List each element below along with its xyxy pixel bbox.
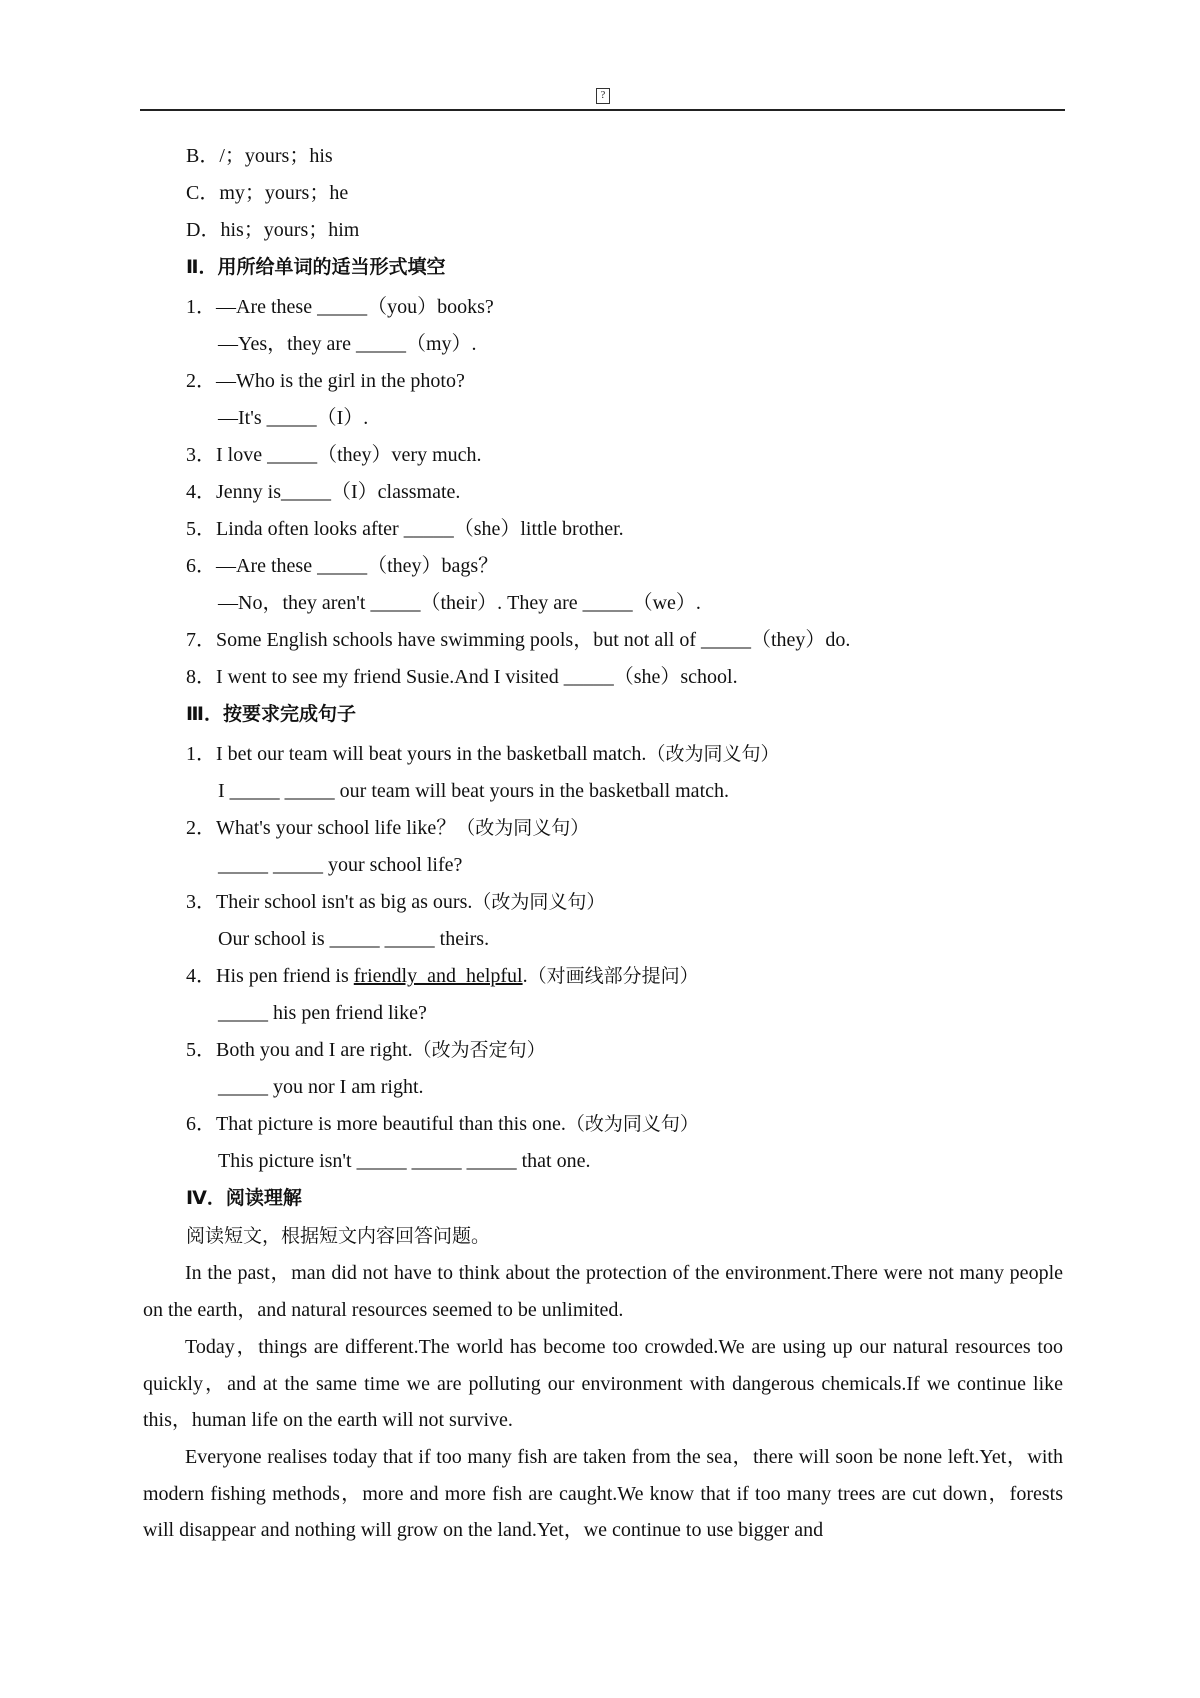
exercise-line: —It's _____（I）. xyxy=(218,407,369,429)
exercise-line: 2．—Who is the girl in the photo? xyxy=(186,370,465,392)
section-4-title: Ⅳ．阅读理解 xyxy=(186,1187,302,1209)
question-note: （改为同义句） xyxy=(456,817,590,839)
question-suffix: . xyxy=(522,965,528,987)
option-b: B．/；yours；his xyxy=(186,145,333,167)
question-note: （改为同义句） xyxy=(646,743,780,765)
exercise-line: 4．Jenny is_____（I）classmate. xyxy=(186,481,461,503)
question-note: （改为否定句） xyxy=(412,1039,546,1061)
rewrite-answer: _____ you nor I am right. xyxy=(218,1076,424,1098)
question-text: 6．That picture is more beautiful than this one. xyxy=(186,1113,566,1135)
question-note: （对画线部分提问） xyxy=(527,965,699,987)
question-text: 3．Their school isn't as big as ours. xyxy=(186,891,473,913)
rewrite-question xyxy=(186,741,779,767)
header-mark: ? xyxy=(596,88,610,104)
header-rule xyxy=(140,109,1065,111)
exercise-line: 8．I went to see my friend Susie.And I visited _____（she）school. xyxy=(186,666,738,688)
rewrite-question xyxy=(186,1037,546,1063)
exercise-line: 1．—Are these _____（you）books? xyxy=(186,296,494,318)
exercise-line: 5．Linda often looks after _____（she）little brother. xyxy=(186,518,624,540)
reading-paragraph: Everyone realises today that if too many fish are taken from the sea，there will soon be none left.Yet，with modern fishing methods，more and more fish are caught.We know that if too many trees are cut down，forests will disappear and nothing will grow on the land.Yet，we continue to use bigger and xyxy=(143,1446,1063,1541)
rewrite-question xyxy=(186,889,605,915)
rewrite-answer: _____ his pen friend like? xyxy=(218,1002,427,1024)
question-text: 1．I bet our team will beat yours in the basketball match. xyxy=(186,743,647,765)
exercise-line: —Yes，they are _____（my）. xyxy=(218,333,477,355)
section-2-title: Ⅱ．用所给单词的适当形式填空 xyxy=(186,256,446,278)
underlined-phrase: friendly_and_helpful xyxy=(353,965,523,987)
option-c: C．my；yours；he xyxy=(186,182,349,204)
question-text: 5．Both you and I are right. xyxy=(186,1039,413,1061)
question-text: 4．His pen friend is xyxy=(186,965,354,987)
exercise-line: 3．I love _____（they）very much. xyxy=(186,444,482,466)
question-note: （改为同义句） xyxy=(472,891,606,913)
option-d: D．his；yours；him xyxy=(186,219,360,241)
question-note: （改为同义句） xyxy=(565,1113,699,1135)
reading-paragraph: Today，things are different.The world has become too crowded.We are using up our natural resources too quickly，and at the same time we are polluting our environment with dangerous chemicals.If we continue like this，human life on the earth will not survive. xyxy=(143,1336,1063,1431)
rewrite-answer: I _____ _____ our team will beat yours in the basketball match. xyxy=(218,780,729,802)
reading-paragraph: In the past，man did not have to think about the protection of the environment.There were not many people on the earth，and natural resources seemed to be unlimited. xyxy=(143,1262,1063,1321)
rewrite-question xyxy=(186,963,699,989)
rewrite-answer: This picture isn't _____ _____ _____ that one. xyxy=(218,1150,591,1172)
rewrite-answer: _____ _____ your school life? xyxy=(218,854,463,876)
exercise-line: 7．Some English schools have swimming pools，but not all of _____（they）do. xyxy=(186,629,851,651)
exercise-line: 6．—Are these _____（they）bags？ xyxy=(186,555,499,577)
question-text: 2．What's your school life like？ xyxy=(186,817,457,839)
rewrite-question xyxy=(186,815,589,841)
reading-instruction: 阅读短文，根据短文内容回答问题。 xyxy=(186,1225,491,1247)
rewrite-answer: Our school is _____ _____ theirs. xyxy=(218,928,490,950)
section-3-title: Ⅲ．按要求完成句子 xyxy=(186,703,356,725)
exercise-line: —No，they aren't _____（their）. They are _____（we）. xyxy=(218,592,701,614)
rewrite-question xyxy=(186,1111,699,1137)
